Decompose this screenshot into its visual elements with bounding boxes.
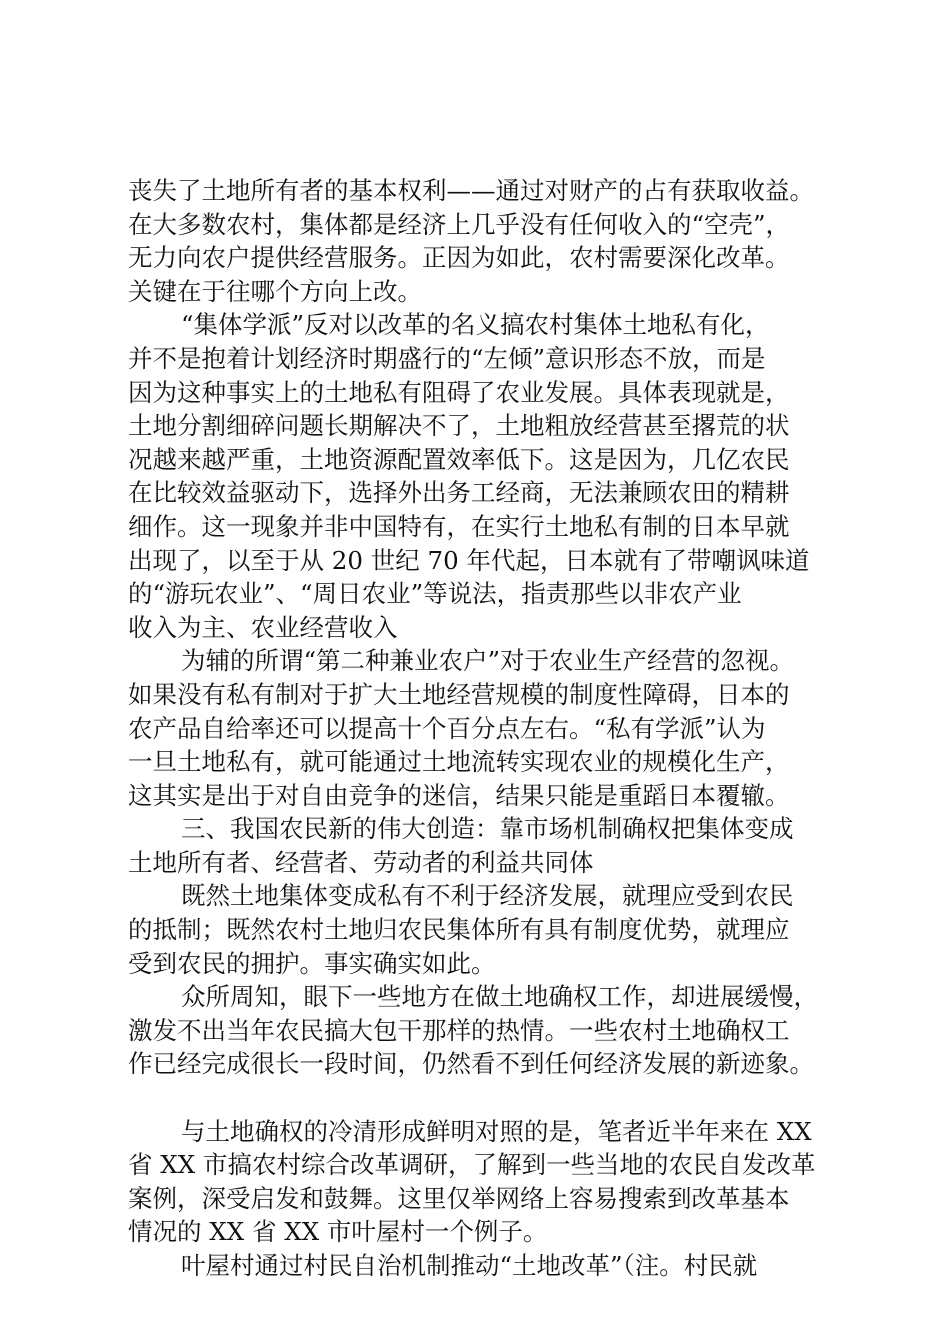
text-line: 的抵制；既然农村土地归农民集体所有具有制度优势，就理应 [128, 915, 790, 945]
text-line: 在大多数农村，集体都是经济上几乎没有任何收入的“空壳”， [128, 209, 791, 239]
text-line: 无力向农户提供经营服务。正因为如此，农村需要深化改革。 [128, 243, 790, 273]
text-line: 如果没有私有制对于扩大土地经营规模的制度性障碍，日本的 [128, 679, 790, 709]
text-line: 与土地确权的冷清形成鲜明对照的是，笔者近半年来在 XX [181, 1116, 812, 1146]
text-line: 丧失了土地所有者的基本权利——通过对财产的占有获取收益。 [128, 176, 814, 205]
text-line: “集体学派”反对以改革的名义搞农村集体土地私有化， [181, 310, 770, 340]
text-line: 并不是抱着计划经济时期盛行的“左倾”意识形态不放，而是 [128, 343, 766, 373]
text-line: 为辅的所谓“第二种兼业农户”对于农业生产经营的忽视。 [181, 646, 795, 676]
text-line: 的“游玩农业”、“周日农业”等说法，指责那些以非农产业 [128, 579, 742, 609]
text-line: 情况的 XX 省 XX 市叶屋村一个例子。 [128, 1217, 548, 1247]
text-line: 关键在于往哪个方向上改。 [128, 276, 422, 306]
text-line: 叶屋村通过村民自治机制推动“土地改革”（注。村民就 [181, 1251, 758, 1280]
text-line: 出现了，以至于从 20 世纪 70 年代起，日本就有了带嘲讽味道 [128, 545, 810, 575]
text-line: 因为这种事实上的土地私有阻碍了农业发展。具体表现就是， [128, 377, 790, 407]
text-line: 作已经完成很长一段时间，仍然看不到任何经济发展的新迹象。 [128, 1049, 814, 1079]
text-line: 受到农民的拥护。事实确实如此。 [128, 948, 496, 978]
text-line: 一旦土地私有，就可能通过土地流转实现农业的规模化生产， [128, 747, 790, 777]
text-line: 案例，深受启发和鼓舞。这里仅举网络上容易搜索到改革基本 [128, 1183, 790, 1213]
text-line: 细作。这一现象并非中国特有，在实行土地私有制的日本早就 [128, 511, 790, 541]
document-body [128, 174, 838, 1283]
text-line: 既然土地集体变成私有不利于经济发展，就理应受到农民 [181, 881, 794, 911]
text-line: 众所周知，眼下一些地方在做土地确权工作，却进展缓慢， [181, 982, 818, 1012]
text-line: 况越来越严重，土地资源配置效率低下。这是因为，几亿农民 [128, 444, 790, 474]
text-line: 土地所有者、经营者、劳动者的利益共同体 [128, 847, 594, 877]
text-line: 收入为主、农业经营收入 [128, 612, 398, 642]
text-line: 土地分割细碎问题长期解决不了，土地粗放经营甚至撂荒的状 [128, 411, 790, 441]
text-line: 这其实是出于对自由竞争的迷信，结果只能是重蹈日本覆辙。 [128, 780, 790, 810]
text-line: 农产品自给率还可以提高十个百分点左右。“私有学派”认为 [128, 713, 766, 743]
text-line: 在比较效益驱动下，选择外出务工经商，无法兼顾农田的精耕 [128, 478, 790, 508]
blank-line [128, 1081, 838, 1115]
text-line: 省 XX 市搞农村综合改革调研，了解到一些当地的农民自发改革 [128, 1150, 816, 1180]
text-line: 三、我国农民新的伟大创造：靠市场机制确权把集体变成 [181, 814, 794, 844]
text-line: 激发不出当年农民搞大包干那样的热情。一些农村土地确权工 [128, 1015, 790, 1045]
